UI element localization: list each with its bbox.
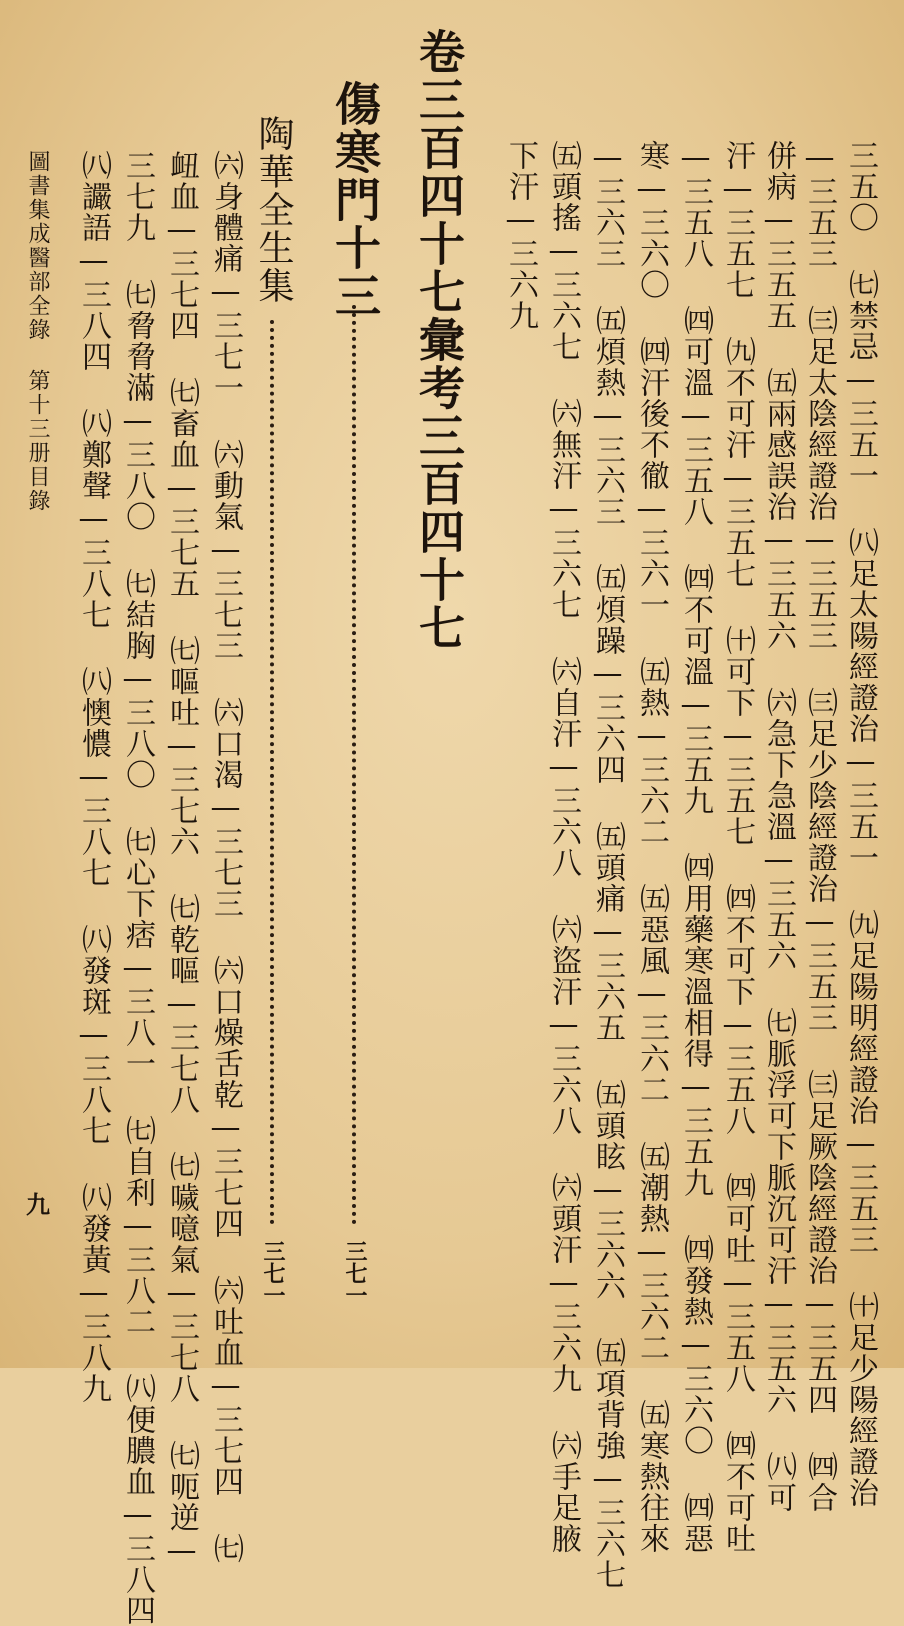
toc-column-9: 下汗—三六九 — [503, 140, 538, 331]
toc-column-5: —三五八 ㈣可溫—三五八 ㈣不可溫—三五九 ㈣用藥寒溫相得—三五九 ㈣發熱—三六〇 ㈣惡 — [678, 140, 713, 1554]
toc-column-4: 汗—三五七 ㈨不可汗—三五七 ㈩可下—三五七 ㈣不可下—三五八 ㈣可吐—三五八 ㈣不可吐 — [720, 140, 755, 1554]
toc-column-11: 衄血—三七四 ㈦畜血—三七五 ㈦嘔吐—三七六 ㈦乾嘔—三七八 ㈦噦噫氣—三七八 ㈦呃逆— — [164, 150, 199, 1569]
subsection-title: 陶華全生集 — [253, 115, 294, 305]
volume-heading: 卷三百四十七彙考三百四十七 — [412, 28, 466, 652]
toc-column-2: —三五三 ㈢足太陰經證治—三五三 ㈢足少陰經證治—三五三 ㈢足厥陰經證治—三五四 ㈣合 — [802, 140, 837, 1513]
toc-column-12: 三七九 ㈦脅脅滿—三八〇 ㈦結胸—三八〇 ㈦心下痞—三八一 ㈦自利—三八二 ㈧便膿血—三八四 — [120, 150, 155, 1626]
page-number: 九 — [26, 1190, 50, 1219]
toc-column-7: —三六三 ㈤煩熱—三六三 ㈤煩躁—三六四 ㈤頭痛—三六五 ㈤頭眩—三六六 ㈤項背強—三六七 — [590, 140, 625, 1590]
running-footer: 圖書集成醫部全錄 第十三册目錄 — [25, 150, 50, 513]
toc-column-13: ㈧讝語—三八四 ㈧鄭聲—三八七 ㈧懊憹—三八七 ㈧發斑—三八七 ㈧發黃—三八九 — [76, 150, 111, 1404]
toc-column-8: ㈤頭搖—三六七 ㈥無汗—三六七 ㈥自汗—三六八 ㈥盜汗—三六八 ㈥頭汗—三六九 ㈥手足腋 — [546, 140, 581, 1554]
toc-column-1: 三五〇 ㈦禁忌—三五一 ㈧足太陽經證治—三五一 ㈨足陽明經證治—三五三 ㈩足少陽經證治 — [843, 140, 878, 1508]
section-leader — [352, 305, 356, 1225]
subsection-leader — [270, 320, 274, 1225]
section-heading: 傷寒門十三 — [328, 80, 382, 320]
toc-column-3: 併病—三五五 ㈤兩感誤治—三五六 ㈥急下急溫—三五六 ㈦脈浮可下脈沉可汗—三五六 ㈧可 — [761, 140, 796, 1513]
toc-column-6: 寒—三六〇 ㈣汗後不徹—三六一 ㈤熱—三六二 ㈤惡風—三六二 ㈤潮熱—三六二 ㈤寒熱往來 — [634, 140, 669, 1554]
subsection-page-number: 三七一 — [260, 1240, 286, 1306]
toc-column-10: ㈥身體痛—三七一 ㈥動氣—三七三 ㈥口渴—三七三 ㈥口燥舌乾—三七四 ㈥吐血—三七四 ㈦ — [208, 150, 243, 1564]
section-page-number: 三七一 — [342, 1240, 368, 1306]
